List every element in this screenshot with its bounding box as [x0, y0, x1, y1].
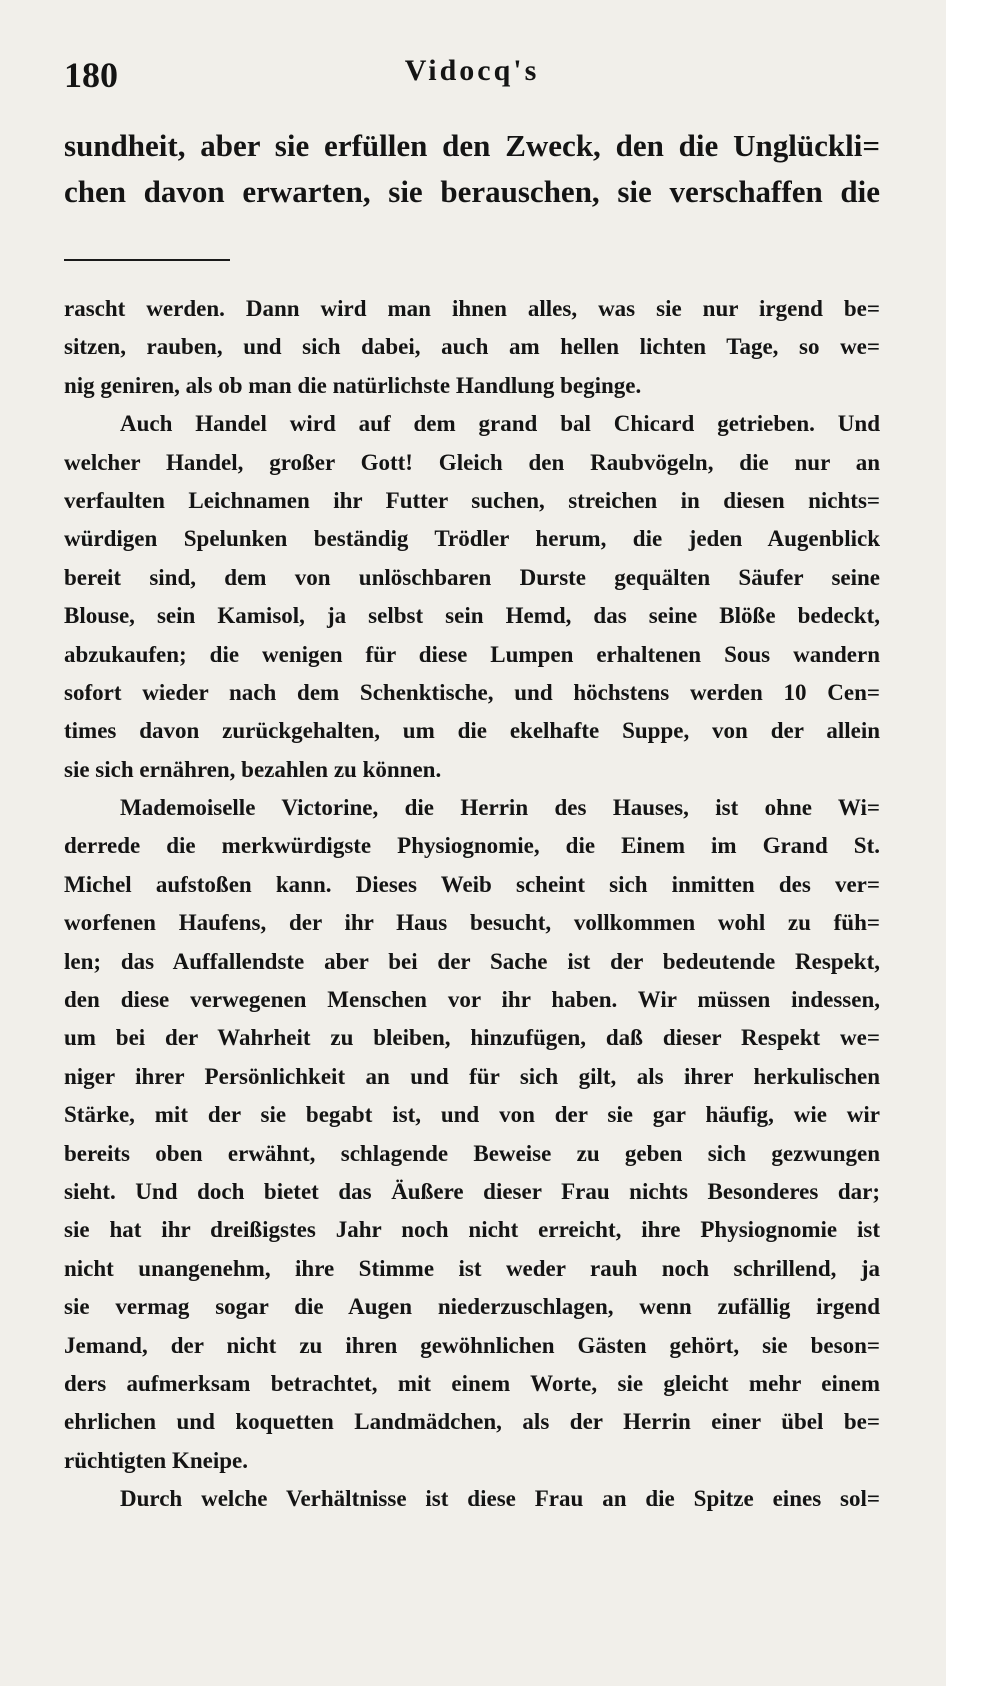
text-line: nig geniren, als ob man die natürlichste Handlung beginge. — [64, 372, 642, 398]
page-number: 180 — [64, 55, 118, 95]
text-line: sie sich ernähren, bezahlen zu können. — [64, 756, 442, 782]
paragraph — [64, 405, 880, 789]
text-line: ehrlichen und koquetten Landmädchen, als der Herrin einer übel be= — [64, 1409, 880, 1435]
text-line: den diese verwegenen Menschen vor ihr haben. Wir müssen indessen, — [64, 987, 880, 1013]
main-text — [64, 290, 880, 1519]
page-header — [64, 48, 880, 98]
text-line: sitzen, rauben, und sich dabei, auch am hellen lichten Tage, so we= — [64, 334, 880, 360]
text-line: worfenen Haufens, der ihr Haus besucht, vollkommen wohl zu füh= — [64, 910, 880, 936]
text-line: Mademoiselle Victorine, die Herrin des Hauses, ist ohne Wi= — [120, 795, 880, 821]
text-line: derrede die merkwürdigste Physiognomie, die Einem im Grand St. — [64, 833, 880, 859]
text-line: rascht werden. Dann wird man ihnen alles, was sie nur irgend be= — [64, 296, 880, 321]
text-line: nicht unangenehm, ihre Stimme ist weder rauh noch schrillend, ja — [64, 1255, 880, 1281]
text-line: würdigen Spelunken beständig Trödler herum, die jeden Augenblick — [64, 526, 880, 552]
paragraph — [64, 290, 880, 405]
text-line: sie hat ihr dreißigstes Jahr noch nicht erreicht, ihre Physiognomie ist — [64, 1217, 880, 1243]
text-line: Auch Handel wird auf dem grand bal Chicard getrieben. Und — [120, 411, 880, 437]
text-line: abzukaufen; die wenigen für diese Lumpen erhaltenen Sous wandern — [64, 641, 880, 667]
text-line: Durch welche Verhältnisse ist diese Frau an die Spitze eines sol= — [120, 1486, 880, 1512]
text-line: sie vermag sogar die Augen niederzuschlagen, wenn zufällig irgend — [64, 1294, 880, 1320]
text-line: bereits oben erwähnt, schlagende Beweise zu geben sich gezwungen — [64, 1140, 880, 1166]
text-line: bereit sind, dem von unlöschbaren Durste gequälten Säufer seine — [64, 564, 880, 590]
text-line: Blouse, sein Kamisol, ja selbst sein Hemd, das seine Blöße bedeckt, — [64, 603, 880, 629]
paragraph — [64, 789, 880, 1480]
text-line: sofort wieder nach dem Schenktische, und höchstens werden 10 Cen= — [64, 679, 880, 705]
text-line: sieht. Und doch bietet das Äußere dieser Frau nichts Besonderes dar; — [64, 1178, 880, 1204]
text-line: Jemand, der nicht zu ihren gewöhnlichen Gästen gehört, sie beson= — [64, 1332, 880, 1358]
text-line: niger ihrer Persönlichkeit an und für sich gilt, als ihrer herkulischen — [64, 1063, 880, 1089]
text-line: Michel aufstoßen kann. Dieses Weib scheint sich inmitten des ver= — [64, 871, 880, 897]
text-line: Stärke, mit der sie begabt ist, und von der sie gar häufig, wie wir — [64, 1102, 880, 1128]
text-line: welcher Handel, großer Gott! Gleich den Raubvögeln, die nur an — [64, 449, 880, 475]
text-line: times davon zurückgehalten, um die ekelhafte Suppe, von der allein — [64, 718, 880, 744]
text-line: rüchtigten Kneipe. — [64, 1447, 248, 1473]
text-line: um bei der Wahrheit zu bleiben, hinzufügen, daß dieser Respekt we= — [64, 1025, 880, 1051]
section-rule — [64, 259, 230, 261]
text-line: len; das Auffallendste aber bei der Sache ist der bedeutende Respekt, — [64, 948, 880, 974]
body-line: chen davon erwarten, sie berauschen, sie verschaffen die — [64, 174, 880, 209]
body-line: sundheit, aber sie erfüllen den Zweck, den die Unglückli= — [64, 128, 880, 163]
text-line: ders aufmerksam betrachtet, mit einem Worte, sie gleicht mehr einem — [64, 1370, 880, 1396]
running-head: Vidocq's — [404, 54, 540, 87]
paragraph — [64, 1480, 880, 1518]
text-line: verfaulten Leichnamen ihr Futter suchen, streichen in diesen nichts= — [64, 487, 880, 513]
